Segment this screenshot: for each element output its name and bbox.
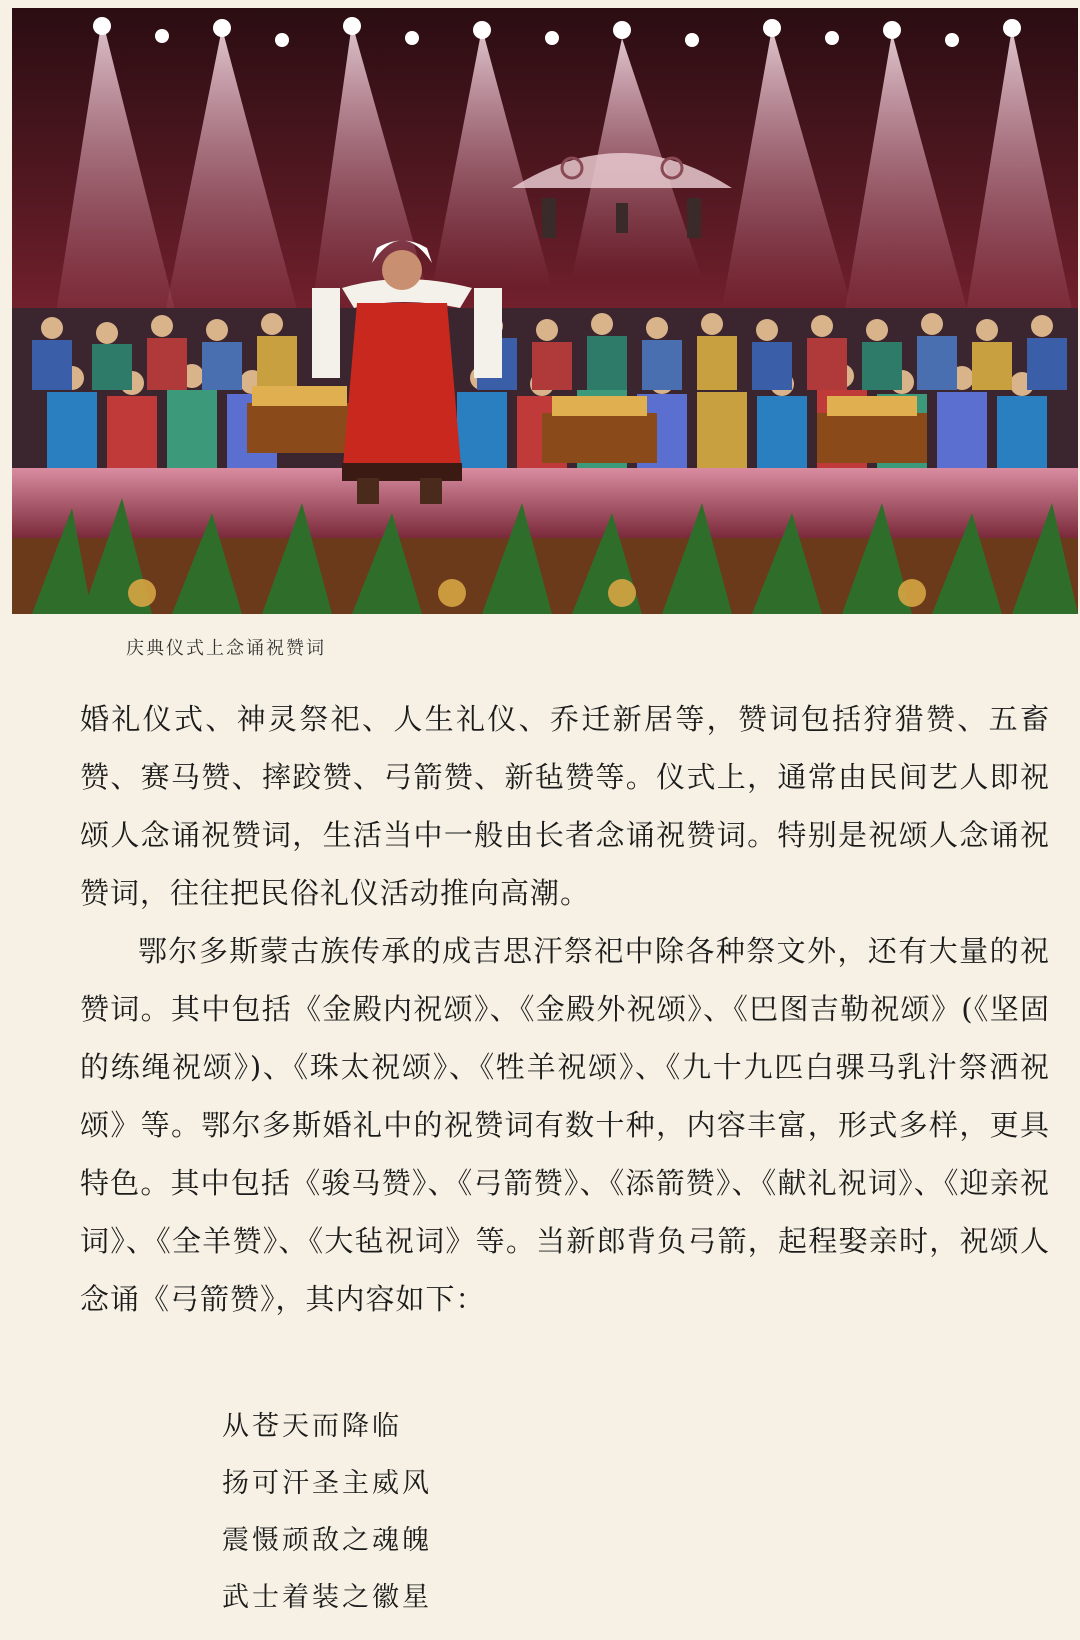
- poem-line: 扬可汗圣主威风: [222, 1468, 432, 1499]
- photo-caption: 庆典仪式上念诵祝赞词: [126, 638, 326, 659]
- stage-floor: [12, 468, 1078, 538]
- poem-line: 武士着装之徽星: [222, 1582, 432, 1613]
- paragraph: 鄂尔多斯蒙古族传承的成吉思汗祭祀中除各种祭文外，还有大量的祝赞词。其中包括《金殿内祝颂》、《金殿外祝颂》、《巴图吉勒祝颂》(《坚固的练绳祝颂》)、《珠太祝颂》、《牲羊祝颂》、《九十九匹白骒马乳汁祭洒祝颂》等。鄂尔多斯婚礼中的祝赞词有数十种，内容丰富，形式多样，更具特色。其中包括《骏马赞》、《弓箭赞》、《添箭赞》、《献礼祝词》、《迎亲祝词》、《全羊赞》、《大毡祝词》等。当新郎背负弓箭，起程娶亲时，祝颂人念诵《弓箭赞》，其内容如下：: [80, 934, 1050, 1316]
- paragraph: 婚礼仪式、神灵祭祀、人生礼仪、乔迁新居等，赞词包括狩猎赞、五畜赞、赛马赞、摔跤赞、弓箭赞、新毡赞等。仪式上，通常由民间艺人即祝颂人念诵祝赞词，生活当中一般由长者念诵祝赞词。特别是祝颂人念诵祝赞词，往往把民俗礼仪活动推向高潮。: [80, 702, 1050, 910]
- stage-photo: [12, 8, 1078, 614]
- stage-photo-illustration: [12, 8, 1078, 614]
- poem: [222, 1398, 432, 1626]
- ceiling-lights: [93, 17, 1021, 47]
- poem-line: 从苍天而降临: [222, 1411, 402, 1442]
- poem-line: 震慑顽敌之魂魄: [222, 1525, 432, 1556]
- body-text: [80, 690, 1050, 1328]
